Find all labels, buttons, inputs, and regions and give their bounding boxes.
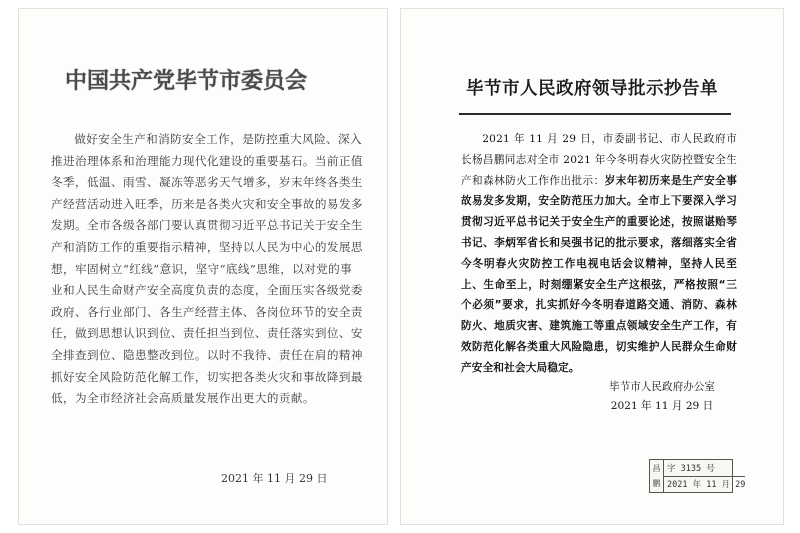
left-date: 2021 年 11 月 29 日 [221,472,328,485]
notice-body-text [461,129,737,379]
archive-stamp [649,459,746,493]
stamp-side-char: 鹏 [652,479,661,488]
stamp-side-label [650,460,664,492]
left-body-text: 做好安全生产和消防安全工作，是防控重大风险、深入推进治理体系和治理能力现代化建设的重要基石。当前正值冬季，低温、雨雪、凝冻等恶劣天气增多，岁末年终各类生产经营活动进入旺季，历来是各类火灾和安全事故的易发多发期。全市各级各部门要认真贯彻习近平总书记关于安全生产和消防工作的重要指示精神，坚持以人民为中心的发展思想，牢固树立“红线”意识，坚守“底线”思维，以对党的事业和人民生命财产安全高度负责的态度，全面压实各级党委政府、各行业部门、各生产经营主体、各岗位环节的安全责任，做到思想认识到位、责任担当到位、责任落实到位、安全排查到位、隐患整改到位。以时不我待、责任在肩的精神抓好安全风险防范化解工作，切实把各类火灾和事故降到最低，为全市经济社会高质量发展作出更大的贡献。 [51,132,363,406]
party-committee-page [18,8,388,525]
stamp-number: 字 3135 号 [664,460,745,477]
stamp-date: 2021 年 11 月 29 [667,480,746,491]
signature-date: 2021 年 11 月 29 日 [610,400,714,412]
notice-body-instruction: 岁末年初历来是生产安全事故易发多发期，安全防范压力加大。全市上下要深入学习贯彻习近平总书记关于安全生产的重要论述，按照谌贻琴书记、李炳军省长和吴强书记的批示要求，落细落实全省今冬明春火灾防控工作电视电话会议精神，坚持人民至上、生命至上，时刻绷紧安全生产这根弦，严格按照“三个必须”要求，扎实抓好今冬明春道路交通、消防、森林防火、地质灾害、建筑施工等重点领域安全生产工作，有效防范化解各类重大风险隐患，切实维护人民群众生命财产安全和社会大局稳定。 [461,174,737,374]
title-divider [459,113,731,115]
instruction-notice-page [400,8,784,525]
notice-title: 毕节市人民政府领导批示抄告单 [466,79,718,99]
notice-signature [597,378,727,416]
notice-body-intro: 2021 年 11 月 29 日，市委副书记、市人民政府市长杨昌鹏同志对全市 2021 年今冬明春火灾防控暨安全生产和森林防火工作作出批示： [461,133,737,187]
stamp-side-char: 昌 [652,464,661,473]
signature-org: 毕节市人民政府办公室 [609,381,715,393]
party-committee-header: 中国共产党毕节市委员会 [65,69,308,94]
